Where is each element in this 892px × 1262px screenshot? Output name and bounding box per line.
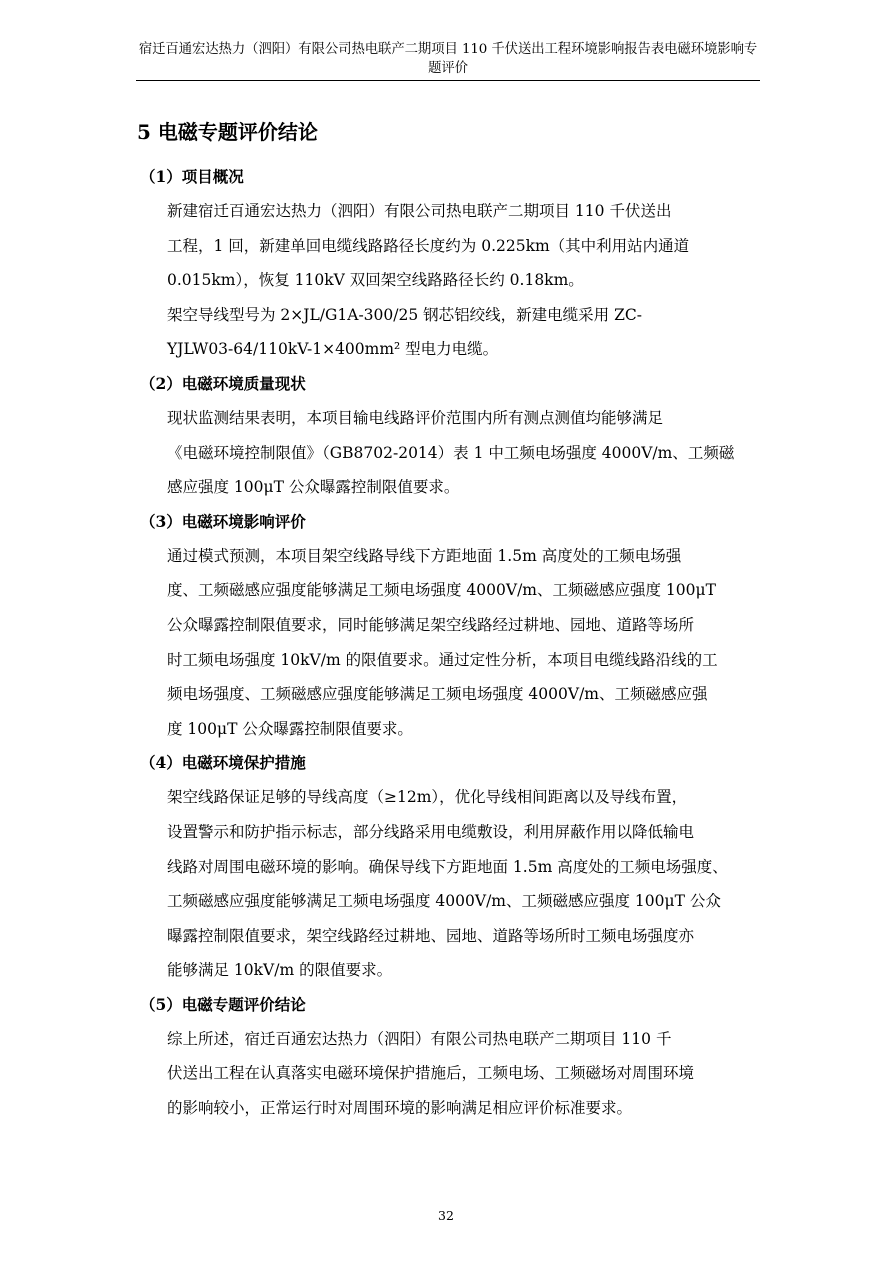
text-line: 度 100μT 公众曝露控制限值要求。 bbox=[167, 719, 413, 738]
paragraph bbox=[136, 780, 760, 988]
header-line-1: 宿迁百通宏达热力（泗阳）有限公司热电联产二期项目 110 千伏送出工程环境影响报告表电磁环境影响专 bbox=[138, 42, 758, 57]
text-line: 设置警示和防护指示标志，部分线路采用电缆敷设，利用屏蔽作用以降低输电 bbox=[167, 822, 695, 841]
paragraph bbox=[136, 298, 760, 367]
document-body bbox=[136, 160, 760, 1126]
text-line: 新建宿迁百通宏达热力（泗阳）有限公司热电联产二期项目 110 千伏送出 bbox=[167, 202, 672, 220]
section-heading-4: （4）电磁环境保护措施 bbox=[140, 753, 306, 773]
text-line: 伏送出工程在认真落实电磁环境保护措施后，工频电场、工频磁场对周围环境 bbox=[167, 1064, 695, 1083]
section-heading-1: （1）项目概况 bbox=[140, 167, 244, 186]
text-line: 0.015km），恢复 110kV 双回架空线路路径长约 0.18km。 bbox=[167, 271, 584, 290]
text-line: 频电场强度、工频磁感应强度能够满足工频电场强度 4000V/m、工频磁感应强 bbox=[167, 685, 708, 704]
paragraph bbox=[136, 1022, 760, 1126]
text-line: 公众曝露控制限值要求，同时能够满足架空线路经过耕地、园地、道路等场所 bbox=[167, 615, 695, 634]
section-heading-3: （3）电磁环境影响评价 bbox=[140, 511, 306, 531]
text-line: 度、工频磁感应强度能够满足工频电场强度 4000V/m、工频磁感应强度 100μT bbox=[167, 581, 716, 600]
paragraph bbox=[136, 401, 760, 505]
text-line: 线路对周围电磁环境的影响。确保导线下方距地面 1.5m 高度处的工频电场强度、 bbox=[167, 857, 728, 876]
running-header bbox=[136, 40, 760, 78]
page-number: 32 bbox=[438, 1208, 454, 1223]
text-line: 工程，1 回，新建单回电缆线路路径长度约为 0.225km（其中利用站内通道 bbox=[167, 236, 690, 255]
chapter-title: 5 电磁专题评价结论 bbox=[137, 120, 318, 144]
header-line-2: 题评价 bbox=[428, 61, 468, 76]
text-line: YJLW03-64/110kV-1×400mm² 型电力电缆。 bbox=[167, 340, 499, 359]
text-line: 的影响较小，正常运行时对周围环境的影响满足相应评价标准要求。 bbox=[167, 1099, 633, 1118]
text-line: 现状监测结果表明，本项目输电线路评价范围内所有测点测值均能够满足 bbox=[167, 408, 664, 427]
section-heading-2: （2）电磁环境质量现状 bbox=[140, 373, 306, 393]
text-line: 通过模式预测，本项目架空线路导线下方距地面 1.5m 高度处的工频电场强 bbox=[167, 546, 682, 565]
text-line: 曝露控制限值要求，架空线路经过耕地、园地、道路等场所时工频电场强度亦 bbox=[167, 926, 695, 945]
text-line: 工频磁感应强度能够满足工频电场强度 4000V/m、工频磁感应强度 100μT 公众 bbox=[167, 892, 721, 911]
paragraph bbox=[136, 194, 760, 298]
text-line: 《电磁环境控制限值》（GB8702-2014）表 1 中工频电场强度 4000V/m、工频磁 bbox=[167, 443, 735, 462]
text-line: 感应强度 100μT 公众曝露控制限值要求。 bbox=[167, 478, 460, 497]
text-line: 架空导线型号为 2×JL/G1A-300/25 钢芯铝绞线，新建电缆采用 ZC- bbox=[167, 305, 642, 324]
text-line: 综上所述，宿迁百通宏达热力（泗阳）有限公司热电联产二期项目 110 千 bbox=[167, 1029, 672, 1048]
section-heading-5: （5）电磁专题评价结论 bbox=[140, 994, 306, 1014]
header-rule bbox=[136, 80, 760, 81]
text-line: 能够满足 10kV/m 的限值要求。 bbox=[167, 961, 393, 980]
text-line: 架空线路保证足够的导线高度（≥12m），优化导线相间距离以及导线布置， bbox=[167, 788, 688, 807]
paragraph bbox=[136, 539, 760, 747]
text-line: 时工频电场强度 10kV/m 的限值要求。通过定性分析，本项目电缆线路沿线的工 bbox=[167, 650, 718, 669]
